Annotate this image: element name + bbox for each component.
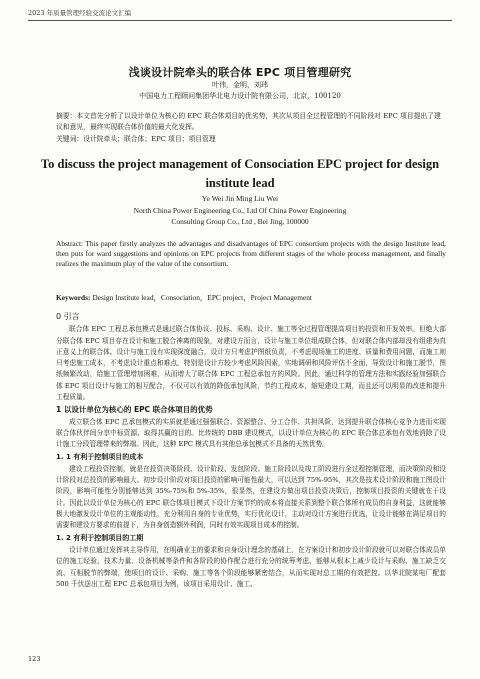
keywords-text-en: Design Institute lead，Consociation，EPC project，Project Management: [92, 293, 312, 302]
authors-english: Ye Wei Jin Ming Liu Wei: [201, 194, 279, 203]
subsection-heading-1-2: 1. 2 有利于控制项目的工期: [56, 533, 144, 542]
abstract-text-en: This paper firstly analyzes the advantages and disadvantages of EPC consortium projects with the design Institute lead, then puts for ward suggestions and opinions on EPC projects from different stages of the whole process management, and finally realizes the maximum play of the value of the consortium.: [56, 239, 446, 268]
abstract-text-cn: 本文首先分析了以设计单位为核心的 EPC 联合体项目的优劣势，其次从项目全过程管理的不同阶段对 EPC 项目提出了建议和意见，最终实现联合体价值的最大化发挥。: [56, 112, 441, 131]
body-text: [56, 310, 446, 590]
abstract-label-cn: 摘要：: [56, 112, 77, 120]
running-header: 2023 年质量管理经验交流论文汇编: [28, 8, 452, 21]
affiliation-english-line-1: North China Power Engineering Co., Ltd Of China Power Engineering: [133, 206, 347, 215]
keywords-text-cn: 设计院牵头；联合体；EPC 项目；项目管理: [83, 135, 216, 143]
subsection-heading-1-1: 1. 1 有利于控制项目的成本: [56, 452, 144, 461]
keywords-chinese: [56, 133, 446, 143]
abstract-chinese: [56, 111, 446, 133]
paragraph-section-1-1: 建设工程投资控制，就是在投资决策阶段、设计阶段、发包阶段、施工阶段以及竣工阶段进行全过程控制管理，而决策阶段和设计阶段对总投资的影响最大。初步设计阶段对项目投资的影响可能性最大，可以达到 75%-95%，其次是技术设计阶段和施工图设计阶段，影响可能性分别能够达到 35%-75%和 5%-35%，很显然，在建设方做出项目投资决策后，控制项目投资的关键就在于设计。因此以设计单位为核心的 EPC 联合体项目模式下设计方案节约的成本将直接关系到整个联合体所有成员的自身利益，这就能够极大地激发设计单位的主观能动性，充分利用自身的专业优势，实行优化设计，主动对设计方案进行优选，让设计能够在满足项目的需要和建设方要求的前提下，为自身创造额外利润，同时有效实现项目成本的控制。: [56, 464, 446, 530]
section-heading-intro: 0 引言: [56, 312, 80, 321]
section-heading-1: 1 以设计单位为核心的 EPC 联合体项目的优势: [56, 405, 213, 415]
paragraph-section-1: 成立联合体 EPC 总承包模式的实质就是通过强强联合、资源整合、分工合作、共担风险，达到提升联合体核心竞争力进而实现联合体伙伴间分享中标资源、取得共赢的目的。比传统的 DBB 建设模式，以设计单位为核心的 EPC 联合体总承包有效地消除了设计施工分段管理带来的弊端。因此，这种 EPC 模式具有其他总承包模式不具备的天然优势。: [56, 417, 446, 449]
keywords-label-cn: 关键词：: [56, 135, 84, 143]
affiliation-english-line-2: Consulting Group Co., Ltd , Bei Jing, 100000: [171, 217, 309, 226]
paragraph-intro: 联合体 EPC 工程总承包模式是通过联合体协议、投标、采购、设计、施工等全过程管理提高项目的投资和开发效率。但绝大部分联合体 EPC 项目存在设计和施工脱合神离的现象，对建设方而言，设计与施工单位组成联合体，但对联合体内部却没有组建为真正意义上的联合体。设计与施工没有实现深度融合，设计方只考虑护图纸负责，不考虑现场施工的进度、质量和费用问题，而施工则只考虑施工成本，不考虑设计重点和难点，特别是设计方较少考虑风险因素，实地调研和风险评估不全面，导致设计和施工脱节，图纸频繁改动，给施工管理增加困难，从而增大了联合体 EPC 工程总承包方的风险。因此，通过科学的管理方法和实践经验加强联合体 EPC 项目设计与施工的相互配合，不仅可以有效的降低承包风险，节约工程成本，缩短建设工期，而且还可以明显的改进和提升工程质量。: [56, 325, 446, 402]
title-chinese: 浅谈设计院牵头的联合体 EPC 项目管理研究: [128, 66, 352, 79]
authors-chinese: 叶伟，金明，刘玮: [212, 81, 268, 89]
page-number: 123: [28, 655, 41, 663]
affiliation-chinese: 中国电力工程顾问集团华北电力设计院有限公司，北京，100120: [139, 92, 341, 100]
paragraph-section-1-2: 设计单位通过发挥其主导作用，在明确业主的要求和自身设计理念的基础上，在方案设计和初步设计阶段就可以对联合体成员单位的施工经验、技术力量、设备机械等条件和各阶段的协作配合进行充分的统筹考虑，能够从根本上减少设计与采购、施工缺乏交流、互相脱节的弊端，使项目的设计、采购、施工等各个阶段能够紧密结合，从而实现对总工期的有效把控。以华北院某电厂配套 500 千伏送出工程 EPC 总承包项目为例，该项目采用设计、施工、: [56, 545, 446, 588]
title-english: To discuss the project management of Consociation EPC project for design institute lead: [40, 157, 440, 190]
keywords-label-en: Keywords:: [56, 293, 91, 302]
abstract-label-en: Abstract:: [56, 239, 84, 248]
affiliation-english: [0, 205, 480, 227]
keywords-english: [56, 292, 446, 303]
abstract-english: [56, 239, 446, 269]
